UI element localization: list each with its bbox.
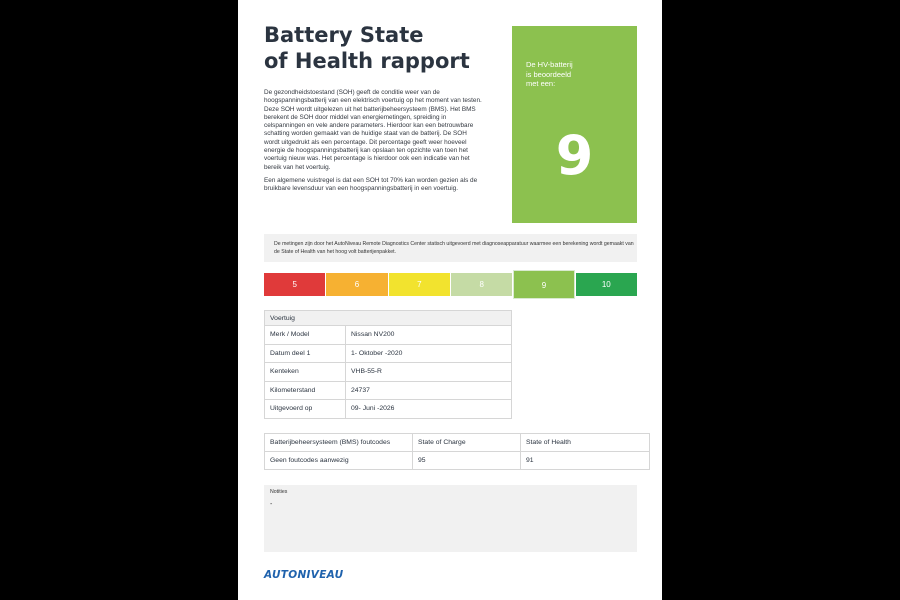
intro-paragraph: De gezondheidstoestand (SOH) geeft de conditie weer van de hoogspanningsbatterij van een elektrisch voertuig op het moment van testen. Deze SOH wordt uitgelezen uit het batterijbeheersysteem (BMS). Het BMS berekent de SOH door middel van energiemetingen, spreiding in celspanningen en vele andere parameters. Hierdoor kan een betrouwbare schatting worden gemaakt van de huidige staat van de batterij. De SOH wordt uitgedrukt als een percentage. Dit percentage geeft weer hoeveel energie de hoogspanningsbatterij kan opslaan ten opzichte van toen het voertuig nieuw was. Het percentage is hierdoor ook een indicatie van het bereik van het voertuig. (264, 89, 482, 171)
scale-segment-6: 6 (326, 273, 387, 296)
scale-segment-5: 5 (264, 273, 325, 296)
table-row (265, 326, 512, 345)
scale-segment-7: 7 (389, 273, 450, 296)
score-box (512, 26, 637, 223)
row-value: Nissan NV200 (346, 326, 512, 345)
row-value: 09- Juni -2026 (346, 400, 512, 419)
vehicle-table (264, 310, 512, 419)
header-bms-codes: Batterijbeheersysteem (BMS) foutcodes (265, 434, 413, 452)
row-label: Uitgevoerd op (265, 400, 346, 419)
table-row (265, 363, 512, 382)
intro-paragraph: Een algemene vuistregel is dat een SOH tot 70% kan worden gezien als de bruikbare levensduur van een hoogspanningsbatterij in een voertuig. (264, 176, 478, 193)
score-label: De HV-batterij is beoordeeld met een: (526, 60, 573, 88)
report-page (238, 0, 662, 600)
notes-box (264, 485, 637, 552)
intro-text (264, 89, 484, 199)
notes-label: Notities (270, 489, 288, 495)
header-soc: State of Charge (413, 434, 521, 452)
score-value: 9 (555, 124, 594, 187)
header-soh: State of Health (521, 434, 650, 452)
row-value: 1- Oktober -2020 (346, 344, 512, 363)
row-value: VHB-55-R (346, 363, 512, 382)
battery-table-header (265, 434, 650, 452)
bms-codes-value: Geen foutcodes aanwezig (265, 452, 413, 470)
table-row (265, 452, 650, 470)
vehicle-table-header (265, 311, 512, 326)
soh-value: 91 (521, 452, 650, 470)
soc-value: 95 (413, 452, 521, 470)
measurement-note: De metingen zijn door het AutoNiveau Remote Diagnostics Center statisch uitgevoerd met diagnoseapparatuur waarmee een berekening wordt gemaakt van de State of Health van het hoog volt batterijenpakket. (264, 234, 637, 262)
scale-segment-9: 9 (513, 270, 574, 299)
row-value: 24737 (346, 381, 512, 400)
table-row (265, 381, 512, 400)
scale-segment-8: 8 (451, 273, 512, 296)
report-title: Battery State of Health rapport (264, 23, 470, 73)
row-label: Kenteken (265, 363, 346, 382)
autoniveau-logo: AUTONIVEAU (264, 569, 344, 581)
table-row (265, 400, 512, 419)
scale-segment-10: 10 (576, 273, 637, 296)
battery-table (264, 433, 650, 470)
notes-value: - (270, 501, 273, 508)
vehicle-header: Voertuig (265, 311, 512, 326)
row-label: Datum deel 1 (265, 344, 346, 363)
row-label: Kilometerstand (265, 381, 346, 400)
row-label: Merk / Model (265, 326, 346, 345)
table-row (265, 344, 512, 363)
rating-scale (264, 273, 637, 296)
